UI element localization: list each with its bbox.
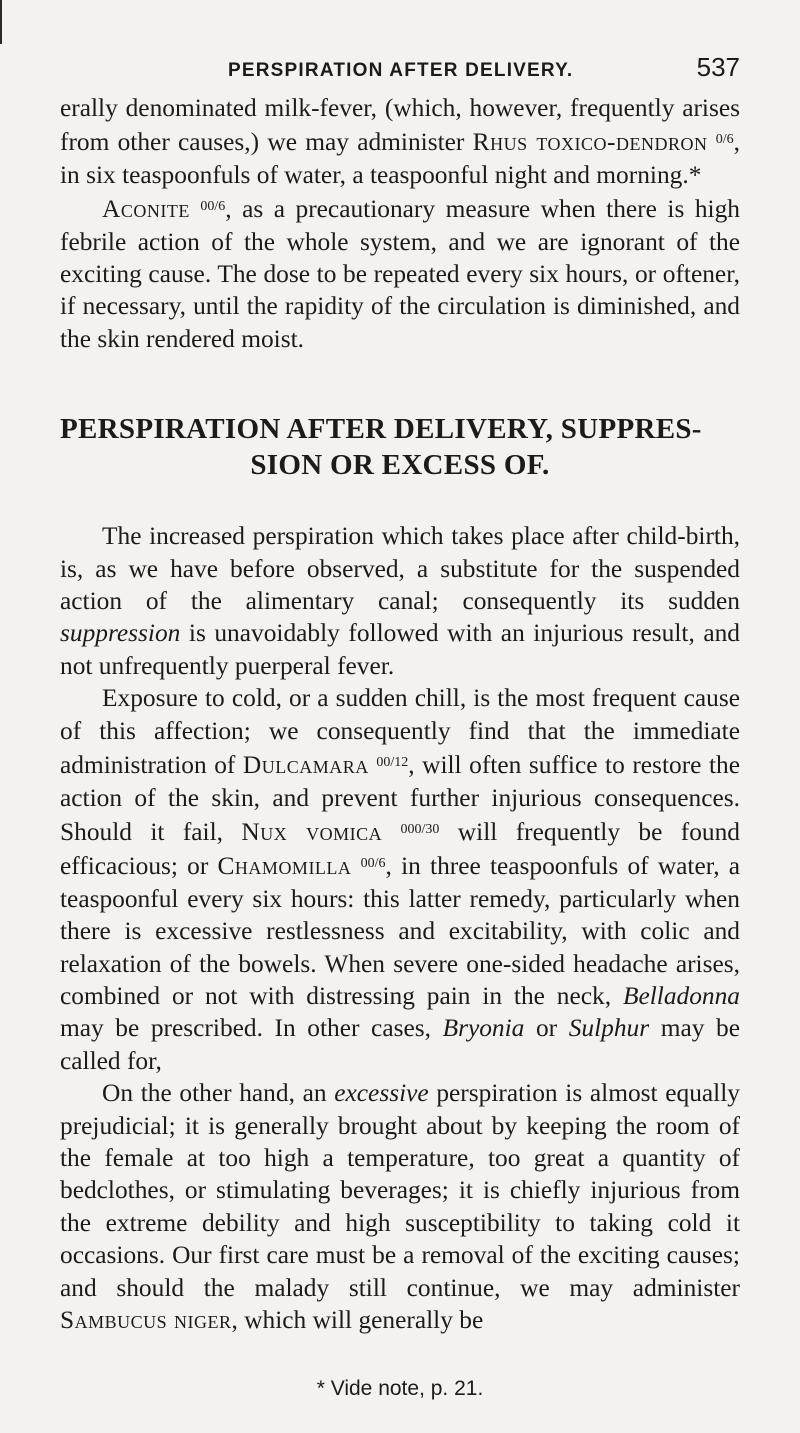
section-heading: [60, 411, 740, 483]
remedy-sambucus-niger: Sambucus niger: [60, 1306, 232, 1334]
remedy-bryonia: Bryonia: [442, 1014, 525, 1043]
remedy-nux-vomica: Nux vomica: [241, 817, 383, 846]
paragraph-milk-fever: erally denominated milk-fever, (which, however, frequently arises from other causes,) we may administer Rhus toxico-dendron $^{0/6}$, in six teaspoonfuls of water, a teaspoonful night and morning.*: [60, 94, 740, 189]
dose-fraction: 000/30: [400, 821, 440, 837]
emphasis-excessive: excessive: [334, 1079, 429, 1108]
remedy-aconite: Aconite: [102, 195, 190, 224]
page-number: 537: [696, 52, 740, 82]
section-heading-line-1: PERSPIRATION AFTER DELIVERY, SUPPRES-: [60, 413, 702, 446]
remedy-belladonna: Belladonna: [622, 981, 740, 1010]
paragraph-increased-perspiration: The increased perspiration which takes place after child-birth, is, as we have before observed, a substitute for the suspended action of the alimentary canal; consequently its sudden suppression is unavoidably followed with an injurious result, and not unfrequently puerperal fever.: [60, 522, 740, 680]
dose-fraction: 00/6: [200, 199, 226, 215]
page-edge-line: [0, 0, 2, 44]
remedy-sulphur: Sulphur: [568, 1014, 650, 1043]
section-heading-line-2: SION OR EXCESS OF.: [250, 449, 550, 482]
remedy-rhus-toxicodendron: Rhus toxico-dendron: [472, 128, 708, 157]
paragraph-aconite: Aconite $^{00/6}$, as a precautionary measure when there is high febrile action of the whole system, and we are ignorant of the exciting cause. The dose to be repeated every six hours, or oftener, if necessary, until the rapidity of the circulation is diminished, and the skin rendered moist.: [60, 195, 740, 353]
emphasis-suppression: suppression: [60, 619, 181, 648]
remedy-chamomilla: Chamomilla: [217, 852, 352, 881]
dose-fraction: 0/6: [715, 132, 734, 148]
paragraph-excessive-perspiration: On the other hand, an excessive perspiration is almost equally prejudicial; it is generally brought about by keeping the room of the female at too high a temperature, too great a quantity of bedclothes, or stimulating beverages; it is chiefly injurious from the extreme debility and high susceptibility to taking cold it occasions. Our first care must be a removal of the exciting causes; and should the malady still continue, we may administer Sambucus niger, which will generally be: [60, 1079, 740, 1334]
dose-fraction: 00/12: [376, 755, 409, 771]
paragraph-exposure-to-cold: Exposure to cold, or a sudden chill, is the most frequent cause of this affection; we consequently find that the immediate administration of Dulcamara $^{00/12}$, will often suffice to restore the action of the skin, and prevent further injurious consequences. Should it fail, Nux vomica $^{000/30}$ will frequently be found efficacious; or Chamomilla $^{00/6}$, in three teaspoonfuls of water, a teaspoonful every six hours: this latter remedy, particularly when there is excessive restlessness and excitability, with colic and relaxation of the bowels. When severe one-sided headache arises, combined or not with distressing pain in the neck, Belladonna may be prescribed. In other cases, Bryonia or Sulphur may be called for,: [60, 684, 741, 1075]
page-body: [60, 92, 740, 1336]
dose-fraction: 00/6: [360, 856, 386, 872]
footnote: * Vide note, p. 21.: [316, 1377, 484, 1400]
remedy-dulcamara: Dulcamara: [242, 751, 369, 780]
running-title: PERSPIRATION AFTER DELIVERY.: [228, 60, 574, 81]
